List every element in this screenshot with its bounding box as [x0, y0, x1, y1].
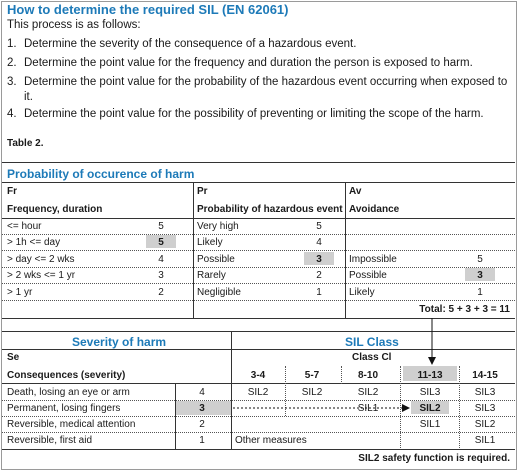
page-title: How to determine the required SIL (EN 62061) — [7, 2, 289, 17]
arrow-right-icon — [233, 404, 410, 412]
pr-row-label: Likely — [197, 237, 223, 248]
av-row-label: Impossible — [349, 254, 397, 265]
step-item: 4. Determine the point value for the possibility of preventing or limiting the scope of the harm. — [7, 108, 484, 120]
se-label: Consequences (severity) — [7, 370, 126, 381]
av-row-label: Likely — [349, 287, 375, 298]
fr-row-value-selected: 5 — [158, 237, 164, 248]
sil-cell: SIL3 — [474, 403, 496, 414]
other-measures-text: Other measures — [235, 435, 307, 446]
se-row-value-selected: 3 — [199, 403, 205, 414]
pr-abbr: Pr — [197, 186, 208, 197]
se-row-value: 1 — [199, 435, 205, 446]
pr-row-value: 5 — [316, 221, 322, 232]
pr-row-value-selected: 3 — [316, 254, 322, 265]
sil-cell: SIL1 — [474, 435, 496, 446]
table-label: Table 2. — [7, 138, 44, 149]
av-row-value: 5 — [477, 254, 483, 265]
fr-label: Frequency, duration — [7, 204, 103, 215]
av-abbr: Av — [349, 186, 362, 197]
sil-cell: SIL2 — [301, 387, 323, 398]
fr-row-value: 4 — [158, 254, 164, 265]
av-row-value: 1 — [477, 287, 483, 298]
fr-row-label: <= hour — [7, 221, 42, 232]
fr-row-value: 5 — [158, 221, 164, 232]
se-row-label: Reversible, medical attention — [7, 419, 136, 430]
class-column-header: 8-10 — [357, 370, 378, 381]
fr-row-value: 2 — [158, 287, 164, 298]
sil-cell: SIL3 — [474, 387, 496, 398]
class-column-header: 5-7 — [304, 370, 320, 381]
sil-cell: SIL2 — [474, 419, 496, 430]
probability-title: Probability of occurence of harm — [7, 167, 195, 181]
pr-row-label: Rarely — [197, 270, 226, 281]
class-column-header: 14-15 — [472, 370, 498, 381]
fr-row-label: > day <= 2 wks — [7, 254, 75, 265]
result-text: SIL2 safety function is required. — [358, 453, 510, 464]
av-row-label: Possible — [349, 270, 387, 281]
pr-label: Probability of hazardous event — [197, 204, 343, 215]
total-text: Total: 5 + 3 + 3 = 11 — [419, 304, 510, 315]
se-row-label: Death, losing an eye or arm — [7, 387, 130, 398]
se-row-value: 4 — [199, 387, 205, 398]
pr-row-value: 1 — [316, 287, 322, 298]
class-label: Class Cl — [352, 352, 392, 363]
sil-cell: SIL2 — [247, 387, 269, 398]
se-row-label: Reversible, first aid — [7, 435, 93, 446]
sil-cell: SIL2 — [357, 387, 379, 398]
fr-row-label: > 1 yr — [7, 287, 33, 298]
step-item: 3. Determine the point value for the probability of the hazardous event occurring when exposed to it. — [7, 76, 508, 103]
se-row-label: Permanent, losing fingers — [7, 403, 121, 414]
fr-abbr: Fr — [7, 186, 17, 197]
class-column-header-selected: 11-13 — [417, 370, 443, 381]
se-row-value: 2 — [199, 419, 205, 430]
av-label: Avoidance — [349, 204, 400, 215]
pr-row-label: Possible — [197, 254, 235, 265]
se-abbr: Se — [7, 352, 20, 363]
av-row-value-selected: 3 — [477, 270, 483, 281]
pr-row-value: 4 — [316, 237, 322, 248]
step-item: 1. Determine the severity of the consequence of a hazardous event. — [7, 38, 357, 50]
fr-row-label: > 1h <= day — [7, 237, 61, 248]
sil-class-title: SIL Class — [345, 335, 399, 349]
severity-title: Severity of harm — [72, 335, 167, 349]
step-item: 2. Determine the point value for the frequency and duration the person is exposed to harm. — [7, 57, 473, 69]
pr-row-value: 2 — [316, 270, 322, 281]
sil-cell: SIL1 — [357, 403, 379, 414]
sil-cell: SIL3 — [419, 387, 441, 398]
class-column-header: 3-4 — [250, 370, 266, 381]
fr-row-label: > 2 wks <= 1 yr — [7, 270, 76, 281]
sil-cell: SIL1 — [419, 419, 441, 430]
intro-text: This process is as follows: — [7, 19, 141, 31]
arrow-down-icon — [428, 318, 436, 365]
pr-row-label: Very high — [197, 221, 239, 232]
fr-row-value: 3 — [158, 270, 164, 281]
pr-row-label: Negligible — [197, 287, 241, 298]
sil-cell-selected: SIL2 — [419, 403, 441, 414]
